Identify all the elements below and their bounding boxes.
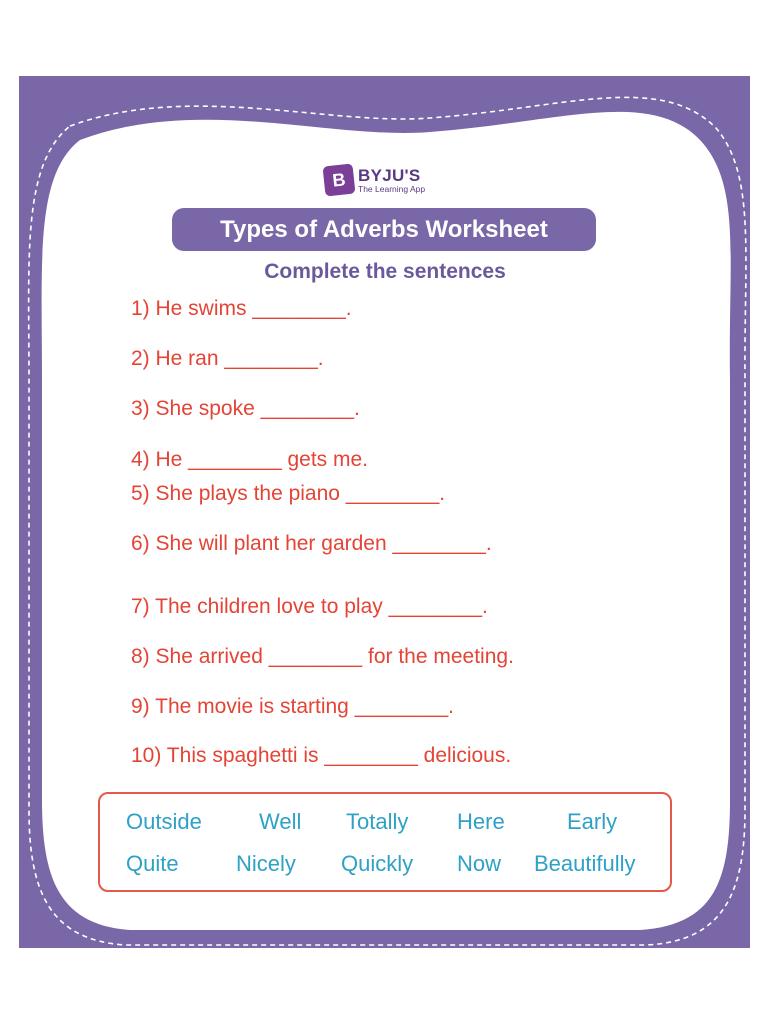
- word-totally: Totally: [346, 809, 409, 834]
- logo-name: BYJU'S: [358, 165, 421, 185]
- question-9: 9) The movie is starting ________.: [131, 695, 454, 718]
- question-3: 3) She spoke ________.: [131, 397, 360, 420]
- question-4: 4) He ________ gets me.: [131, 448, 368, 471]
- question-8: 8) She arrived ________ for the meeting.: [131, 645, 514, 668]
- byjus-logo: [324, 164, 425, 196]
- question-10: 10) This spaghetti is ________ delicious.: [131, 744, 512, 767]
- instruction-heading: Complete the sentences: [264, 260, 506, 283]
- question-6: 6) She will plant her garden ________.: [131, 532, 492, 555]
- worksheet-title: Types of Adverbs Worksheet: [172, 208, 596, 251]
- word-now: Now: [457, 851, 502, 876]
- logo-tagline: The Learning App: [358, 183, 426, 194]
- word-early: Early: [567, 809, 618, 834]
- logo-text: [358, 167, 425, 194]
- word-quickly: Quickly: [341, 851, 414, 876]
- word-bank: [98, 792, 672, 892]
- word-nicely: Nicely: [236, 851, 296, 876]
- word-beautifully: Beautifully: [534, 851, 636, 876]
- question-1: 1) He swims ________.: [131, 297, 352, 320]
- word-well: Well: [259, 809, 302, 834]
- question-2: 2) He ran ________.: [131, 347, 324, 370]
- word-outside: Outside: [126, 809, 202, 834]
- question-5: 5) She plays the piano ________.: [131, 482, 446, 505]
- word-here: Here: [457, 809, 505, 834]
- logo-mark: B: [323, 164, 356, 197]
- word-quite: Quite: [126, 851, 179, 876]
- question-7: 7) The children love to play ________.: [131, 595, 488, 618]
